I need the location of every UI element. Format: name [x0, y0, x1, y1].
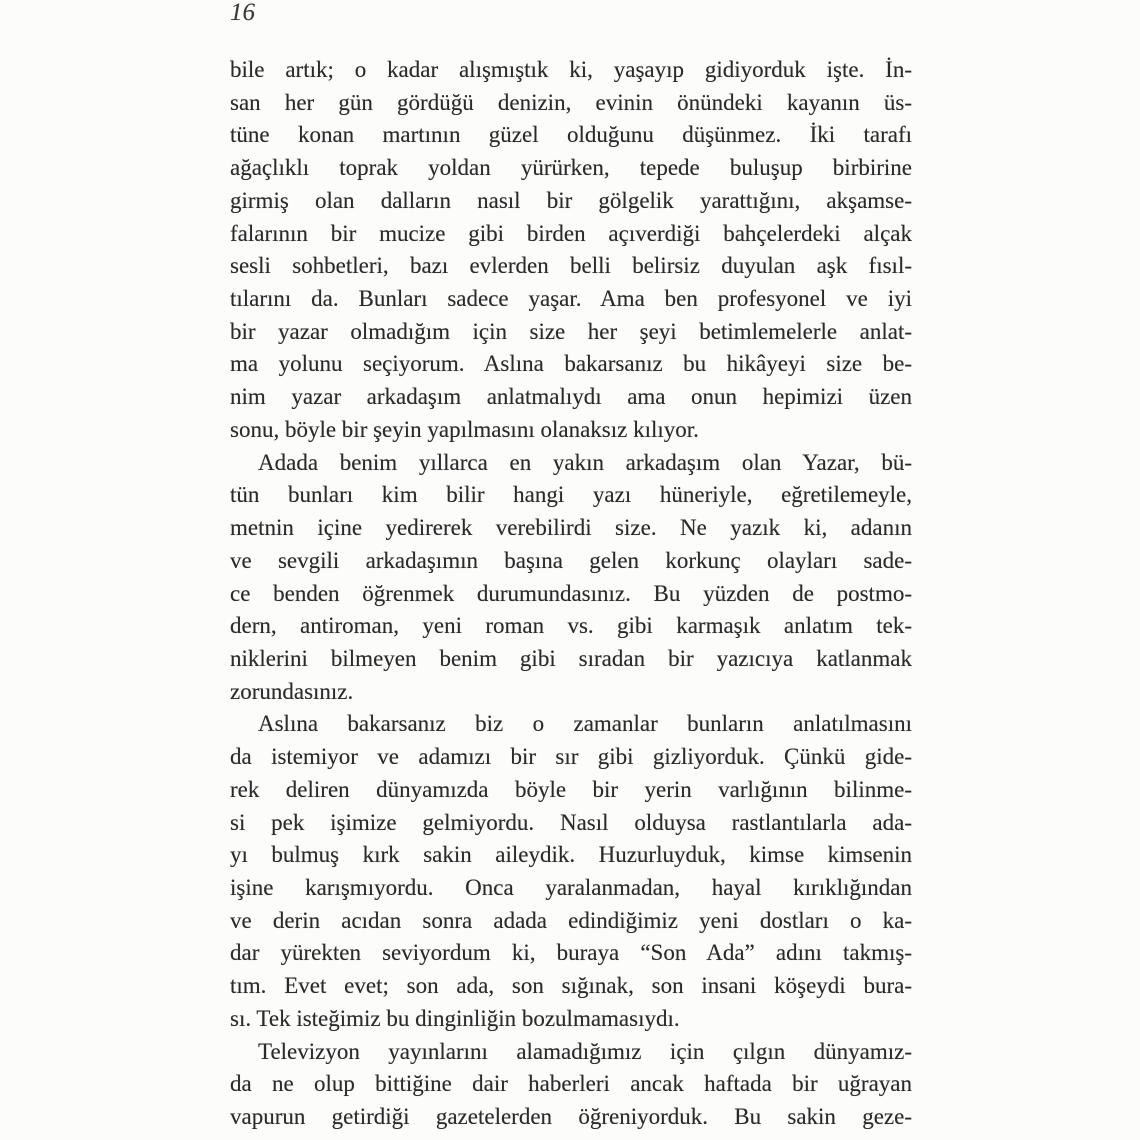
text-line: Adada benim yıllarca en yakın arkadaşım olan Yazar, bü- — [258, 449, 912, 475]
paragraph — [230, 447, 912, 709]
text-line: ve derin acıdan sonra adada edindiğimiz yeni dostları o ka- — [230, 907, 912, 933]
text-line: sı. Tek isteğimiz bu dinginliğin bozulmamasıydı. — [230, 1005, 680, 1031]
text-line: zorundasınız. — [230, 678, 354, 704]
text-line: niklerini bilmeyen benim gibi sıradan bir yazıcıya katlanmak — [230, 645, 912, 671]
text-line: sesli sohbetleri, bazı evlerden belli belirsiz duyulan aşk fısıl- — [230, 253, 912, 279]
text-line: falarının bir mucize gibi birden açıverdiği bahçelerdeki alçak — [230, 220, 912, 246]
text-line: metnin içine yedirerek verebilirdi size. Ne yazık ki, adanın — [230, 515, 912, 541]
text-line: girmiş olan dalların nasıl bir gölgelik yarattığını, akşamse- — [230, 187, 912, 213]
text-line: tılarını da. Bunları sadece yaşar. Ama ben profesyonel ve iyi — [230, 286, 912, 312]
text-line: sonu, böyle bir şeyin yapılmasını olanaksız kılıyor. — [230, 416, 699, 442]
paragraph — [230, 1036, 912, 1134]
text-line: dar yürekten seviyordum ki, buraya “Son Ada” adını takmış- — [230, 940, 912, 966]
text-line: yı bulmuş kırk sakin aileydik. Huzurluyduk, kimse kimsenin — [230, 842, 912, 868]
text-line: ağaçlıklı toprak yoldan yürürken, tepede buluşup birbirine — [230, 155, 912, 181]
text-line: ve sevgili arkadaşımın başına gelen korkunç olayları sade- — [230, 547, 912, 573]
text-line: san her gün gördüğü denizin, evinin önündeki kayanın üs- — [230, 89, 912, 115]
text-line: Televizyon yayınlarını alamadığımız için çılgın dünyamız- — [258, 1038, 912, 1064]
text-line: ce benden öğrenmek durumundasınız. Bu yüzden de postmo- — [230, 580, 912, 606]
text-line: rek deliren dünyamızda böyle bir yerin varlığının bilinme- — [230, 776, 912, 802]
text-line: dern, antiroman, yeni roman vs. gibi karmaşık anlatım tek- — [230, 613, 912, 639]
text-line: nim yazar arkadaşım anlatmalıydı ama onun hepimizi üzen — [230, 384, 912, 410]
text-line: si pek işimize gelmiyordu. Nasıl olduysa rastlantılarla ada- — [230, 809, 912, 835]
paragraph — [230, 54, 912, 447]
text-column — [230, 54, 912, 1134]
text-line: işine karışmıyordu. Onca yaralanmadan, hayal kırıklığından — [230, 874, 912, 900]
text-line: tün bunları kim bilir hangi yazı hüneriyle, eğretilemeyle, — [230, 482, 912, 508]
text-line: ma yolunu seçiyorum. Aslına bakarsanız bu hikâyeyi size be- — [230, 351, 912, 377]
text-line: bile artık; o kadar alışmıştık ki, yaşayıp gidiyorduk işte. İn- — [230, 57, 912, 82]
text-line: vapurun getirdiği gazetelerden öğreniyorduk. Bu sakin geze- — [230, 1104, 912, 1129]
text-line: bir yazar olmadığım için size her şeyi betimlemelerle anlat- — [230, 318, 912, 344]
paragraph — [230, 708, 912, 1035]
page-number: 16 — [230, 0, 255, 26]
text-line: Aslına bakarsanız biz o zamanlar bunların anlatılmasını — [258, 711, 912, 737]
text-line: da istemiyor ve adamızı bir sır gibi gizliyorduk. Çünkü gide- — [230, 744, 912, 770]
text-line: tüne konan martının güzel olduğunu düşünmez. İki tarafı — [230, 122, 912, 148]
text-line: tım. Evet evet; son ada, son sığınak, son insani köşeydi bura- — [230, 973, 912, 999]
text-line: da ne olup bittiğine dair haberleri ancak haftada bir uğrayan — [230, 1071, 912, 1097]
